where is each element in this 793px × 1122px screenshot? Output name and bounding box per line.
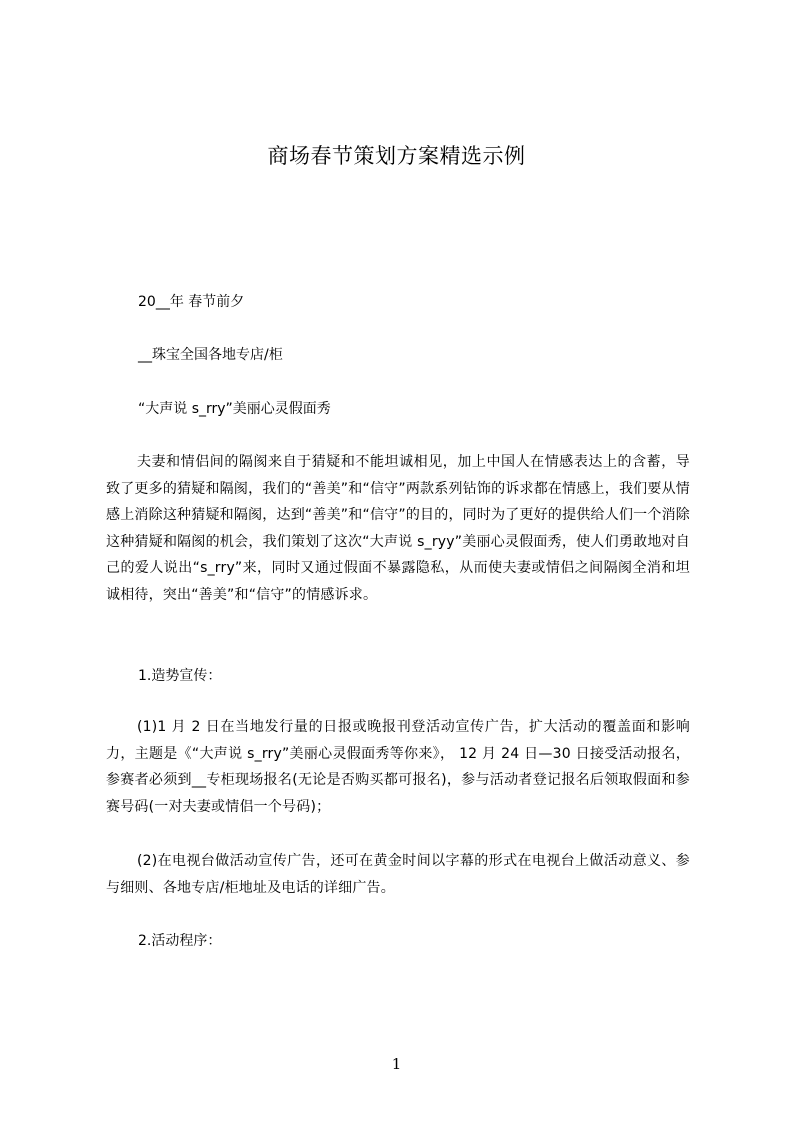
- section-heading-procedure: 2.活动程序：: [138, 933, 222, 949]
- document-title: 商场春节策划方案精选示例: [267, 144, 526, 168]
- publicity-item-2-paragraph: (2)在电视台做活动宣传广告，还可在黄金时间以字幕的形式在电视台上做活动意义、参与细则、各地专店/柜地址及电话的详细广告。: [106, 853, 690, 896]
- theme-line: “大声说 s_rry”美丽心灵假面秀: [138, 401, 331, 417]
- publicity-item-1-paragraph: (1)1 月 2 日在当地发行量的日报或晚报刊登活动宣传广告，扩大活动的覆盖面和影响力，主题是《“大声说 s_rry”美丽心灵假面秀等你来》， 12 月 24 日—30 日接受活动报名，参赛者必须到__专柜现场报名(无论是否购买都可报名)，参与活动者登记报名后领取假面和参赛号码(一对夫妻或情侣一个号码)；: [106, 719, 690, 815]
- place-line: __珠宝全国各地专店/柜: [138, 347, 283, 363]
- section-heading-publicity: 1.造势宣传：: [138, 668, 222, 684]
- time-line: 20__年 春节前夕: [138, 294, 245, 310]
- page-number: 1: [391, 1055, 402, 1073]
- intro-paragraph: 夫妻和情侣间的隔阂来自于猜疑和不能坦诚相见，加上中国人在情感表达上的含蓄，导致了更多的猜疑和隔阂，我们的“善美”和“信守”两款系列钻饰的诉求都在情感上，我们要从情感上消除这种猜疑和隔阂，达到“善美”和“信守”的目的，同时为了更好的提供给人们一个消除这种猜疑和隔阂的机会，我们策划了这次“大声说 s_ryy”美丽心灵假面秀，使人们勇敢地对自己的爱人说出“s_rry”来，同时又通过假面不暴露隐私，从而使夫妻或情侣之间隔阂全消和坦诚相待，突出“善美”和“信守”的情感诉求。: [106, 454, 690, 603]
